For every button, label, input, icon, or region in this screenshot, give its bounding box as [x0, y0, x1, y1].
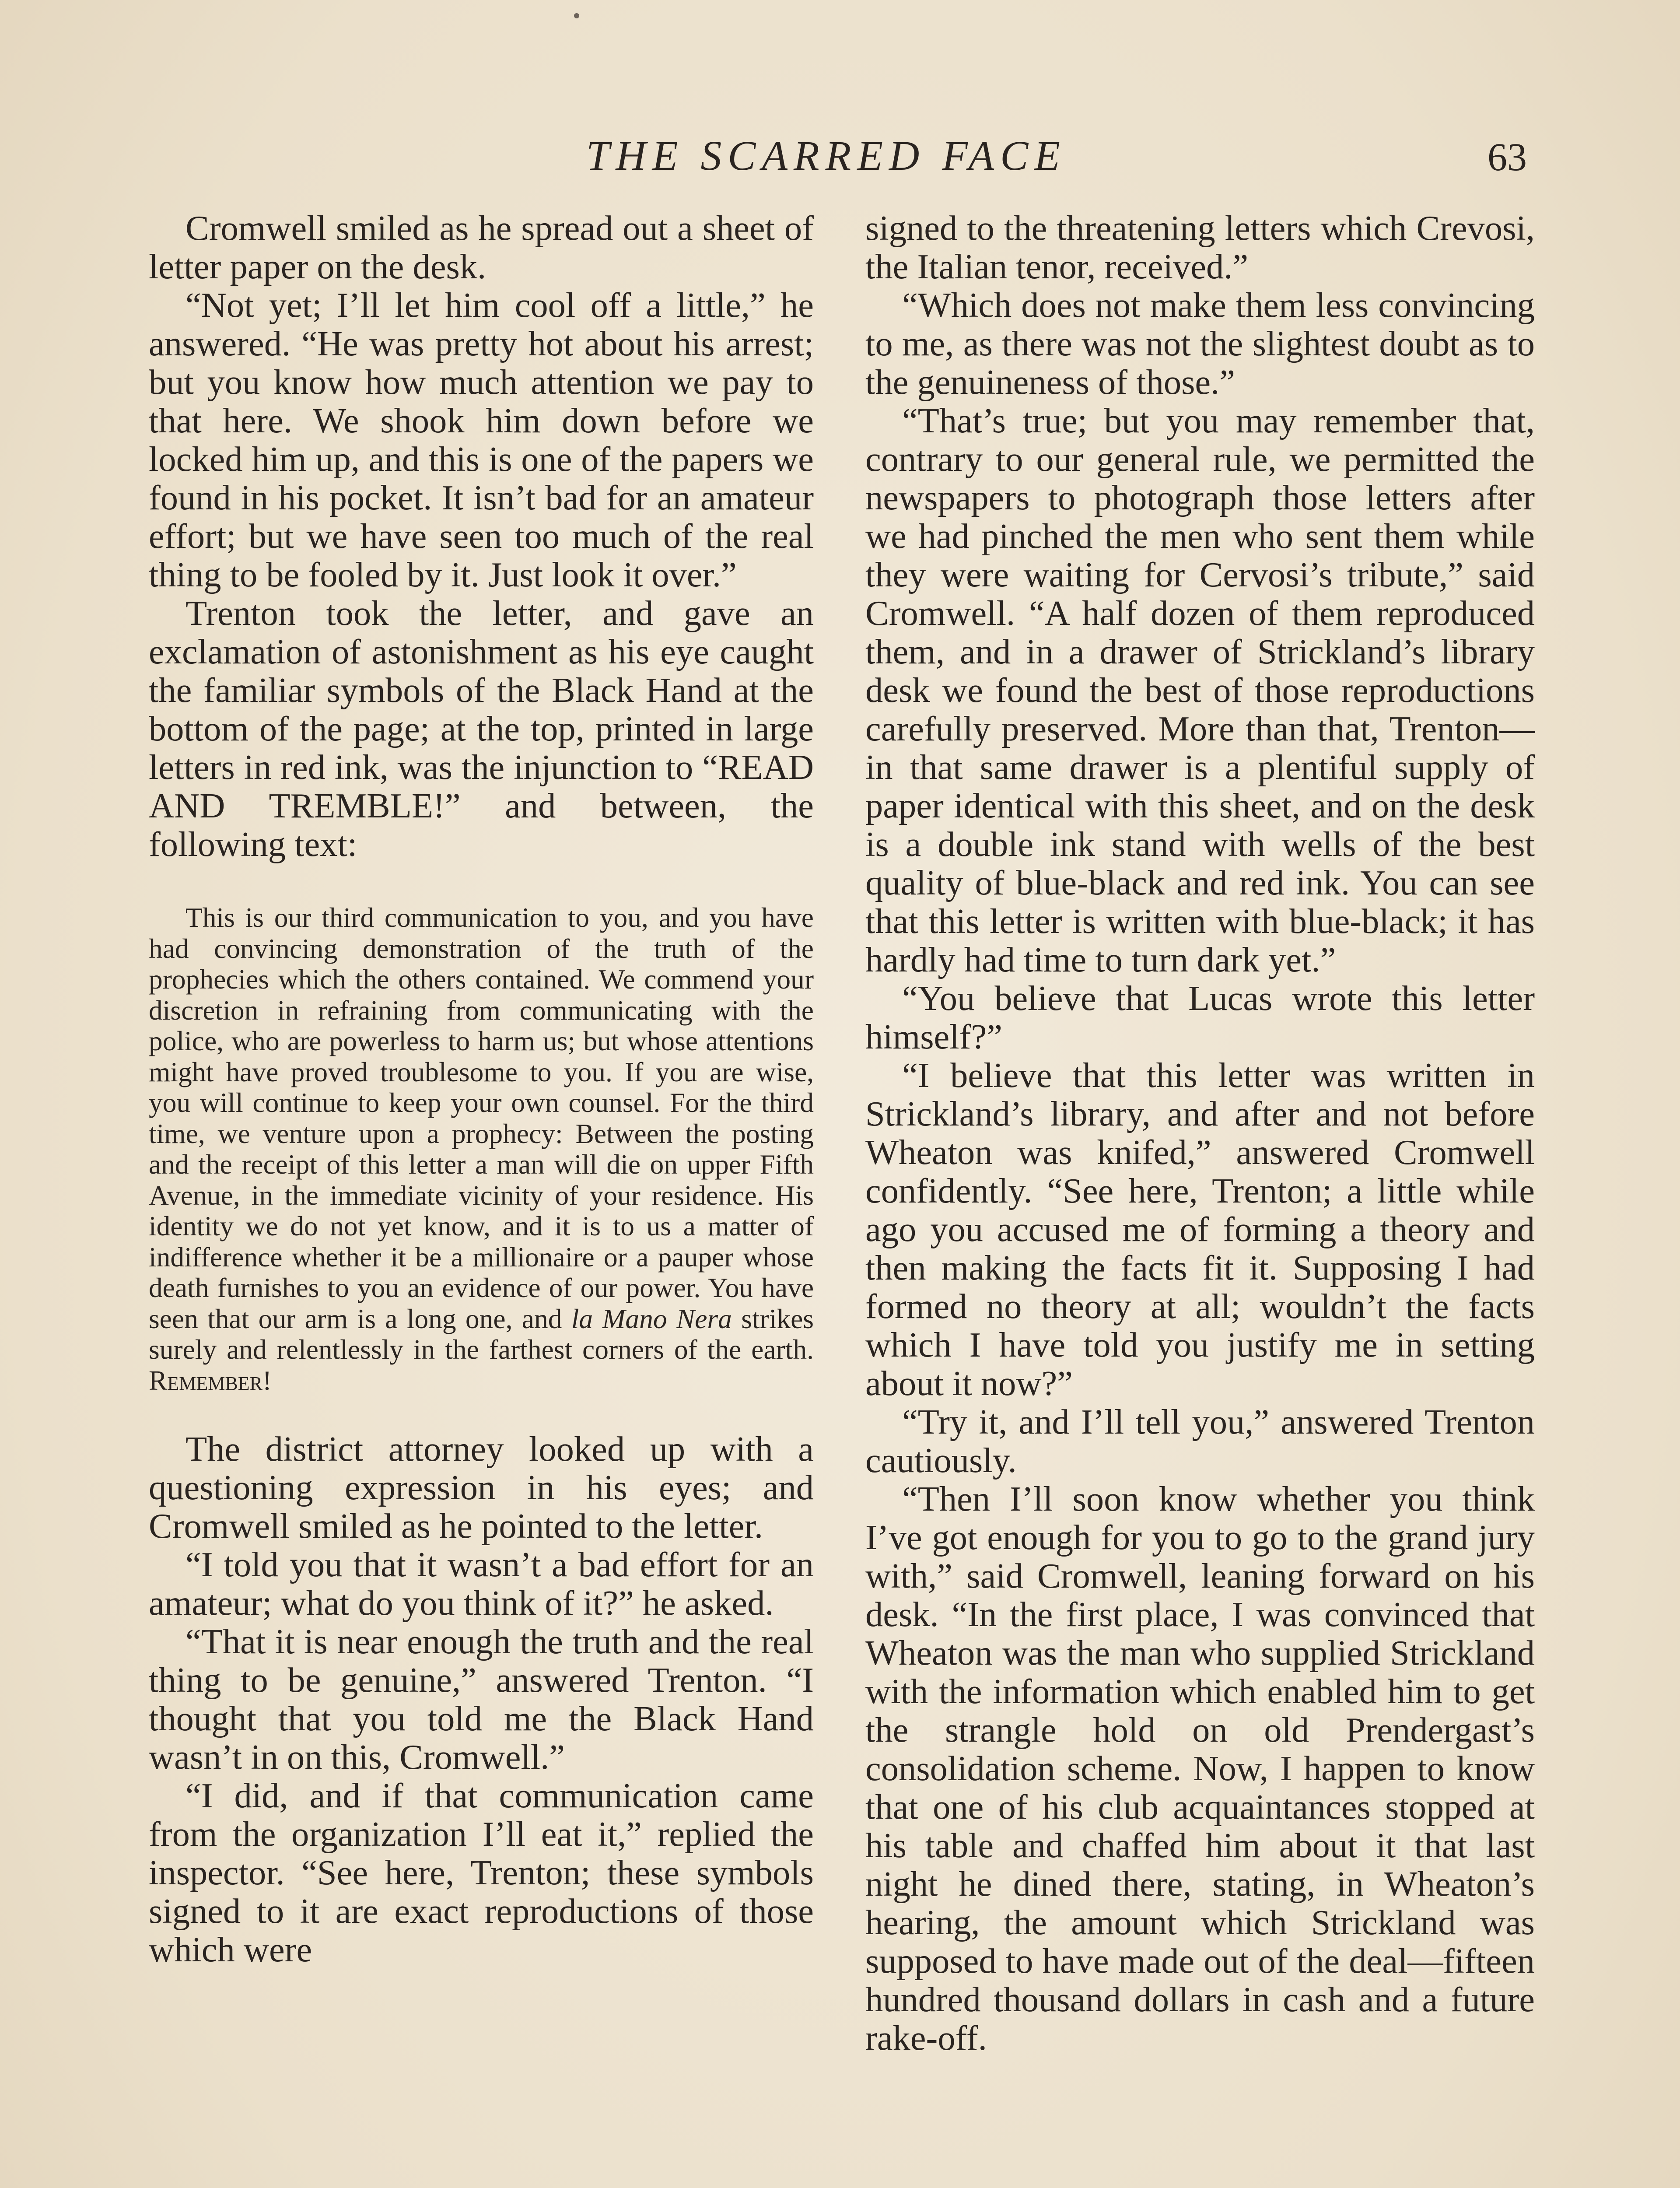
quote-signoff: Remember!	[149, 1364, 272, 1396]
paragraph: “Which does not make them less convincing to me, as there was not the slightest doubt as to the genuineness of those.”	[865, 286, 1535, 402]
left-column	[149, 209, 814, 1969]
paragraph: “Not yet; I’ll let him cool off a little,” he answered. “He was pretty hot about his arrest; but you know how much attention we pay to that here. We shook him down before we locked him up, and this is one of the papers we found in his pocket. It isn’t bad for an amateur effort; but we have seen too much of the real thing to be fooled by it. Just look it over.”	[149, 286, 814, 594]
print-speck	[574, 13, 579, 18]
right-column	[865, 209, 1535, 2058]
paragraph: “I told you that it wasn’t a bad effort for an amateur; what do you think of it?” he asked.	[149, 1545, 814, 1623]
quote-italic: la Mano Nera	[571, 1303, 732, 1334]
paragraph: The district attorney looked up with a questioning expression in his eyes; and Cromwell smiled as he pointed to the letter.	[149, 1430, 814, 1546]
paragraph: Cromwell smiled as he spread out a sheet of letter paper on the desk.	[149, 209, 814, 286]
paragraph: “Then I’ll soon know whether you think I’ve got enough for you to go to the grand jury with,” said Cromwell, leaning forward on his desk. “In the first place, I was convinced that Wheaton was the man who supplied Strickland with the information which enabled him to get the strangle hold on old Prendergast’s consolidation scheme. Now, I happen to know that one of his club acquaintances stopped at his table and chaffed him about it that last night he dined there, stating, in Wheaton’s hearing, the amount which Strickland was supposed to have made out of the deal—fifteen hundred thousand dollars in cash and a future rake-off.	[865, 1480, 1535, 2058]
paragraph: “That it is near enough the truth and the real thing to be genuine,” answered Trenton. “I thought that you told me the Black Hand wasn’t in on this, Cromwell.”	[149, 1622, 814, 1777]
paragraph: “You believe that Lucas wrote this letter himself?”	[865, 979, 1535, 1056]
paragraph: “Try it, and I’ll tell you,” answered Trenton cautiously.	[865, 1403, 1535, 1480]
quote-paragraph	[149, 902, 814, 1396]
quote-text: strikes surely and relentlessly in the farthest corners of the earth.	[149, 1303, 814, 1365]
quote-text: This is our third communication to you, and you have had convincing demonstration of the truth of the prophecies which the others contained. We commend your discretion in refraining from communicating with the police, who are powerless to harm us; but whose attentions might have proved troublesome to you. If you are wise, you will continue to keep your own counsel. For the third time, we venture upon a prophecy: Between the posting and the receipt of this letter a man will die on upper Fifth Avenue, in the immediate vicinity of your residence. His identity we do not yet know, and it is to us a matter of indifference whether it be a millionaire or a pauper whose death furnishes to you an evidence of our power. You have seen that our arm is a long one, and	[149, 902, 814, 1334]
paragraph: signed to the threatening letters which Crevosi, the Italian tenor, received.”	[865, 209, 1535, 286]
running-title: THE SCARRED FACE	[586, 132, 1066, 179]
paragraph: “I did, and if that communication came from the organization I’ll eat it,” replied the inspector. “See here, Trenton; these symbols signed to it are exact reproductions of those which were	[149, 1776, 814, 1969]
page-number: 63	[1488, 136, 1527, 179]
block-quote-letter	[149, 902, 814, 1396]
page-header	[0, 131, 1680, 184]
paragraph: “That’s true; but you may remember that, contrary to our general rule, we permitted the newspapers to photograph those letters after we had pinched the men who sent them while they were waiting for Cervosi’s tribute,” said Cromwell. “A half dozen of them reproduced them, and in a drawer of Strickland’s library desk we found the best of those reproductions carefully preserved. More than that, Trenton—in that same drawer is a plentiful supply of paper identical with this sheet, and on the desk is a double ink stand with wells of the best quality of blue-black and red ink. You can see that this letter is written with blue-black; it has hardly had time to turn dark yet.”	[865, 401, 1535, 979]
paragraph: Trenton took the letter, and gave an exclamation of astonishment as his eye caught the familiar symbols of the Black Hand at the bottom of the page; at the top, printed in large letters in red ink, was the injunction to “READ AND TREMBLE!” and between, the following text:	[149, 594, 814, 864]
paragraph: “I believe that this letter was written in Strickland’s library, and after and not before Wheaton was knifed,” answered Cromwell confidently. “See here, Trenton; a little while ago you accused me of forming a theory and then making the facts fit it. Supposing I had formed no theory at all; wouldn’t the facts which I have told you justify me in setting about it now?”	[865, 1056, 1535, 1403]
